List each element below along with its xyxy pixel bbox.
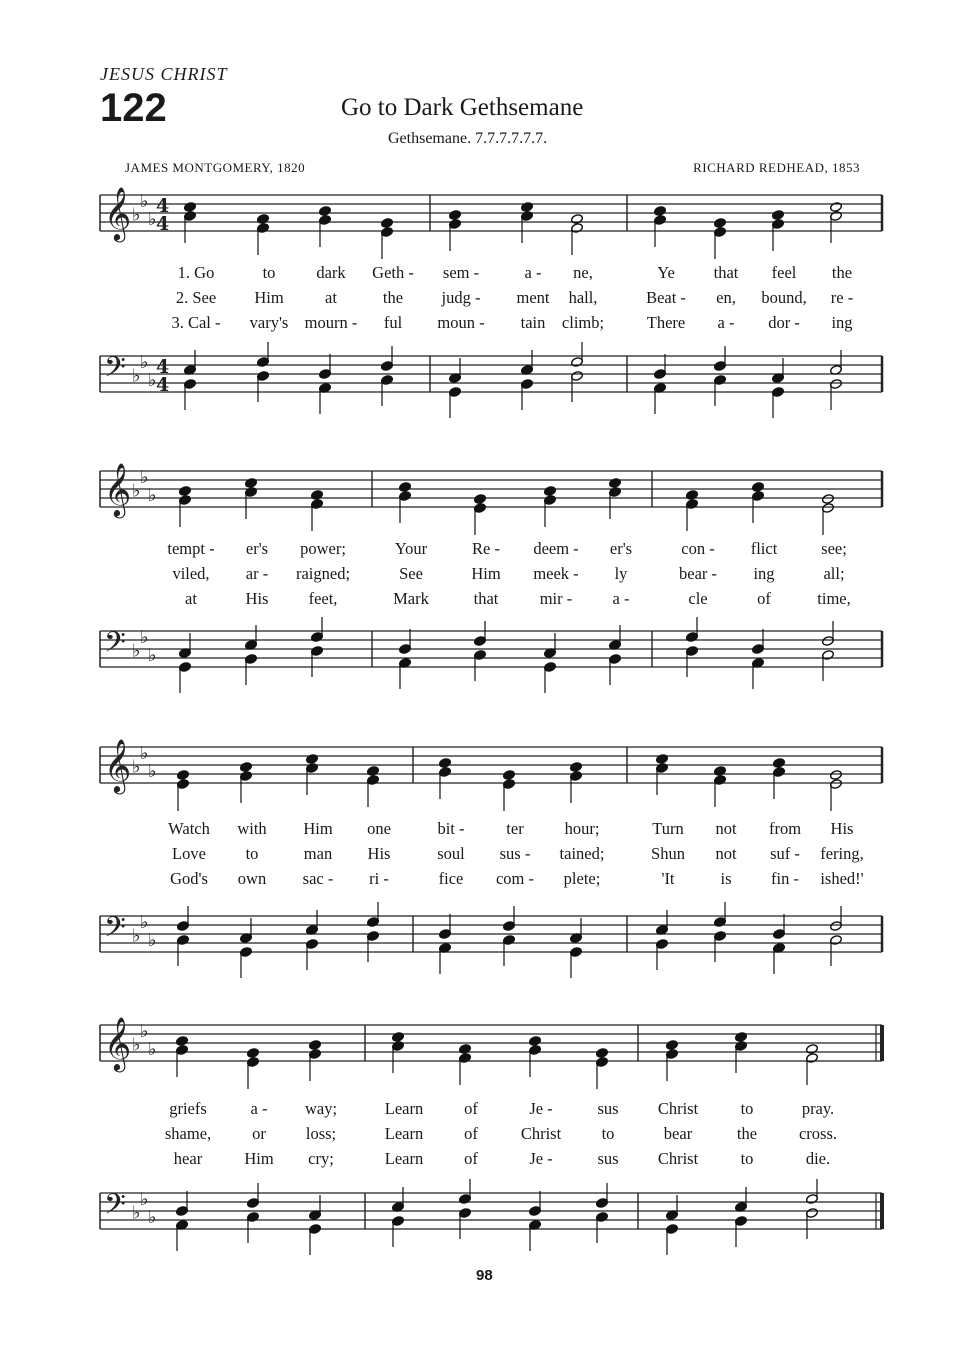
note-head (247, 1048, 260, 1059)
note-head (773, 758, 786, 769)
lyric-syllable: a - (250, 1099, 268, 1118)
flat-sign-icon: ♭ (140, 1021, 149, 1042)
lyric-syllable: hear (173, 1149, 203, 1168)
note-head (521, 202, 534, 213)
lyric-syllable: bit - (437, 819, 465, 838)
lyric-syllable: sus (597, 1149, 619, 1168)
lyric-syllable: com - (495, 869, 535, 888)
lyric-syllable: deem - (533, 539, 579, 558)
note-head (176, 1036, 189, 1047)
note-head (306, 754, 319, 765)
lyric-syllable: bear - (678, 564, 718, 583)
note-head (179, 486, 192, 497)
flat-sign-icon: ♭ (132, 204, 141, 226)
note-head (399, 482, 412, 493)
note-head (319, 206, 332, 217)
lyric-syllable: cle (688, 589, 708, 608)
lyric-syllable: mourn - (304, 313, 358, 332)
lyric-syllable: soul (437, 844, 465, 863)
flat-sign-icon: ♭ (132, 925, 141, 947)
page-number: 98 (476, 1267, 493, 1284)
note-head (686, 490, 699, 501)
lyric-syllable: flict (750, 539, 778, 558)
flat-sign-icon: ♭ (132, 640, 141, 662)
lyric-syllable: Geth - (372, 263, 414, 282)
lyric-syllable: of (464, 1124, 478, 1143)
lyric-syllable: of (464, 1149, 478, 1168)
lyric-syllable: er's (609, 539, 633, 558)
flat-sign-icon: ♭ (148, 761, 157, 782)
flat-sign-icon: ♭ (148, 645, 157, 666)
lyric-syllable: ly (614, 564, 628, 583)
lyric-syllable: man (303, 844, 333, 863)
lyric-syllable: the (831, 263, 853, 282)
lyric-syllable: loss; (305, 1124, 337, 1143)
time-signature-icon: 4 (156, 195, 170, 217)
note-head (752, 482, 765, 493)
note-head (714, 766, 727, 777)
lyric-syllable: Je - (529, 1149, 553, 1168)
lyric-syllable: time, (817, 589, 851, 608)
note-head (806, 1044, 819, 1055)
flat-sign-icon: ♭ (140, 352, 149, 373)
note-head (822, 494, 835, 505)
lyric-syllable: own (237, 869, 267, 888)
lyric-syllable: Beat - (646, 288, 686, 307)
lyric-syllable: fice (438, 869, 464, 888)
flat-sign-icon: ♭ (148, 370, 157, 391)
lyric-syllable: ter (506, 819, 524, 838)
lyric-syllable: er's (245, 539, 269, 558)
lyric-syllable: to (245, 844, 259, 863)
lyric-syllable: of (757, 589, 771, 608)
note-head (571, 214, 584, 225)
lyric-syllable: power; (300, 539, 346, 558)
lyric-syllable: of (464, 1099, 478, 1118)
note-head (381, 218, 394, 229)
treble-clef-icon: 𝄞 (104, 738, 132, 792)
note-head (570, 762, 583, 773)
treble-clef-icon: 𝄞 (104, 462, 132, 516)
lyric-syllable: tain (520, 313, 546, 332)
flat-sign-icon: ♭ (132, 365, 141, 387)
note-head (240, 762, 253, 773)
time-signature-icon: 4 (156, 374, 170, 396)
lyric-syllable: to (262, 263, 276, 282)
lyric-syllable: feet, (308, 589, 338, 608)
lyric-syllable: plete; (563, 869, 601, 888)
lyric-syllable: re - (830, 288, 854, 307)
lyric-syllable: suf - (770, 844, 800, 863)
note-head (735, 1032, 748, 1043)
lyric-syllable: ful (383, 313, 403, 332)
composer-credit: RICHARD REDHEAD, 1853 (693, 160, 860, 175)
hymn-title: Go to Dark Gethsemane (341, 94, 584, 121)
lyric-syllable: judg - (441, 288, 481, 307)
note-head (439, 758, 452, 769)
lyric-syllable: dark (316, 263, 346, 282)
lyric-syllable: that (713, 263, 739, 282)
flat-sign-icon: ♭ (140, 467, 149, 488)
time-signature-icon: 4 (156, 213, 170, 235)
lyric-syllable: Christ (657, 1099, 699, 1118)
lyric-syllable: sac - (302, 869, 334, 888)
lyric-syllable: die. (805, 1149, 831, 1168)
lyric-syllable: Love (172, 844, 206, 863)
lyric-syllable: at (325, 288, 337, 307)
lyric-syllable: Mark (393, 589, 429, 608)
note-head (177, 770, 190, 781)
note-head (654, 206, 667, 217)
lyric-syllable: cross. (798, 1124, 838, 1143)
lyric-syllable: see; (821, 539, 847, 558)
lyric-syllable: 1. Go (177, 263, 215, 282)
lyric-syllable: dor - (768, 313, 800, 332)
lyric-syllable: way; (304, 1099, 338, 1118)
flat-sign-icon: ♭ (132, 756, 141, 778)
note-head (772, 210, 785, 221)
lyric-syllable: griefs (169, 1099, 207, 1118)
note-head (529, 1036, 542, 1047)
lyric-syllable: shame, (164, 1124, 212, 1143)
lyric-syllable: ing (831, 313, 853, 332)
bass-clef-icon: 𝄢 (104, 911, 126, 951)
flat-sign-icon: ♭ (132, 1202, 141, 1224)
lyric-syllable: tempt - (167, 539, 215, 558)
author-credit: JAMES MONTGOMERY, 1820 (125, 160, 306, 175)
note-head (309, 1040, 322, 1051)
hymn-number: 122 (100, 86, 167, 130)
note-head (830, 770, 843, 781)
lyric-syllable: Re - (472, 539, 500, 558)
lyric-syllable: at (185, 589, 197, 608)
note-head (245, 478, 258, 489)
lyric-syllable: ne, (573, 263, 593, 282)
lyric-syllable: His (367, 844, 391, 863)
lyric-syllable: not (715, 819, 737, 838)
note-head (474, 494, 487, 505)
lyric-syllable: Your (394, 539, 428, 558)
flat-sign-icon: ♭ (140, 1189, 149, 1210)
lyric-syllable: 2. See (175, 288, 217, 307)
lyric-syllable: Ye (657, 263, 675, 282)
note-head (609, 478, 622, 489)
lyric-syllable: pray. (801, 1099, 835, 1118)
lyric-syllable: to (740, 1149, 754, 1168)
lyric-syllable: that (473, 589, 499, 608)
lyric-syllable: See (399, 564, 423, 583)
note-head (367, 766, 380, 777)
lyric-syllable: Christ (657, 1149, 699, 1168)
lyric-syllable: His (830, 819, 854, 838)
lyric-syllable: a - (524, 263, 542, 282)
lyric-syllable: sus (597, 1099, 619, 1118)
flat-sign-icon: ♭ (148, 1207, 157, 1228)
lyric-syllable: Shun (651, 844, 685, 863)
lyric-syllable: There (646, 313, 686, 332)
note-head (392, 1032, 405, 1043)
lyric-syllable: meek - (533, 564, 579, 583)
lyric-syllable: Learn (384, 1149, 424, 1168)
flat-sign-icon: ♭ (140, 191, 149, 212)
note-head (666, 1040, 679, 1051)
lyric-syllable: fin - (771, 869, 799, 888)
lyric-syllable: with (237, 819, 267, 838)
lyric-syllable: fering, (820, 844, 864, 863)
flat-sign-icon: ♭ (132, 1034, 141, 1056)
flat-sign-icon: ♭ (140, 912, 149, 933)
note-head (184, 202, 197, 213)
note-head (596, 1048, 609, 1059)
note-head (656, 754, 669, 765)
lyric-syllable: Him (303, 819, 333, 838)
lyric-syllable: sus - (499, 844, 531, 863)
lyric-syllable: Christ (520, 1124, 562, 1143)
lyric-syllable: from (768, 819, 802, 838)
lyric-syllable: the (382, 288, 404, 307)
lyric-syllable: to (740, 1099, 754, 1118)
lyric-syllable: hall, (568, 288, 598, 307)
lyric-syllable: a - (717, 313, 735, 332)
flat-sign-icon: ♭ (148, 1039, 157, 1060)
lyric-syllable: ar - (245, 564, 269, 583)
note-head (449, 210, 462, 221)
lyric-syllable: not (715, 844, 737, 863)
lyric-syllable: God's (170, 869, 208, 888)
bass-clef-icon: 𝄢 (104, 626, 126, 666)
lyric-syllable: viled, (172, 564, 210, 583)
lyric-syllable: ment (516, 288, 550, 307)
time-signature-icon: 4 (156, 356, 170, 378)
bass-clef-icon: 𝄢 (104, 1188, 126, 1228)
lyric-syllable: Turn (652, 819, 684, 838)
lyric-syllable: is (720, 869, 732, 888)
tune-name: Gethsemane. 7.7.7.7.7.7. (388, 130, 548, 147)
lyric-syllable: 'It (661, 869, 675, 888)
treble-clef-icon: 𝄞 (104, 1016, 132, 1070)
lyric-syllable: ing (753, 564, 775, 583)
note-head (503, 770, 516, 781)
lyric-syllable: Him (471, 564, 501, 583)
flat-sign-icon: ♭ (132, 480, 141, 502)
lyric-syllable: raigned; (295, 564, 351, 583)
lyric-syllable: Je - (529, 1099, 553, 1118)
lyric-syllable: tained; (559, 844, 605, 863)
lyric-syllable: 3. Cal - (171, 313, 221, 332)
lyric-syllable: Learn (384, 1099, 424, 1118)
lyric-syllable: climb; (561, 313, 605, 332)
lyric-syllable: bear (663, 1124, 693, 1143)
lyric-syllable: cry; (308, 1149, 334, 1168)
section-label: JESUS CHRIST (100, 64, 228, 84)
lyric-syllable: ri - (369, 869, 389, 888)
flat-sign-icon: ♭ (140, 743, 149, 764)
lyric-syllable: ished!' (820, 869, 864, 888)
note-head (544, 486, 557, 497)
lyric-syllable: sem - (442, 263, 480, 282)
lyric-syllable: or (252, 1124, 266, 1143)
flat-sign-icon: ♭ (148, 485, 157, 506)
lyric-syllable: a - (612, 589, 630, 608)
lyric-syllable: moun - (437, 313, 485, 332)
flat-sign-icon: ♭ (148, 209, 157, 230)
flat-sign-icon: ♭ (148, 930, 157, 951)
lyric-syllable: to (601, 1124, 615, 1143)
bass-clef-icon: 𝄢 (104, 351, 126, 391)
lyric-syllable: Him (254, 288, 284, 307)
lyric-syllable: con - (681, 539, 715, 558)
lyric-syllable: Him (244, 1149, 274, 1168)
lyric-syllable: one (367, 819, 391, 838)
lyric-syllable: vary's (249, 313, 289, 332)
lyric-syllable: His (245, 589, 269, 608)
lyric-syllable: bound, (761, 288, 807, 307)
note-head (257, 214, 270, 225)
lyric-syllable: feel (771, 263, 797, 282)
lyric-syllable: all; (823, 564, 845, 583)
flat-sign-icon: ♭ (140, 627, 149, 648)
note-head (459, 1044, 472, 1055)
treble-clef-icon: 𝄞 (104, 186, 132, 240)
lyric-syllable: hour; (564, 819, 600, 838)
lyric-syllable: the (736, 1124, 758, 1143)
lyric-syllable: Learn (384, 1124, 424, 1143)
note-head (714, 218, 727, 229)
lyric-syllable: en, (716, 288, 736, 307)
lyric-syllable: Watch (168, 819, 210, 838)
note-head (311, 490, 324, 501)
note-head (830, 202, 843, 213)
lyric-syllable: mir - (539, 589, 573, 608)
